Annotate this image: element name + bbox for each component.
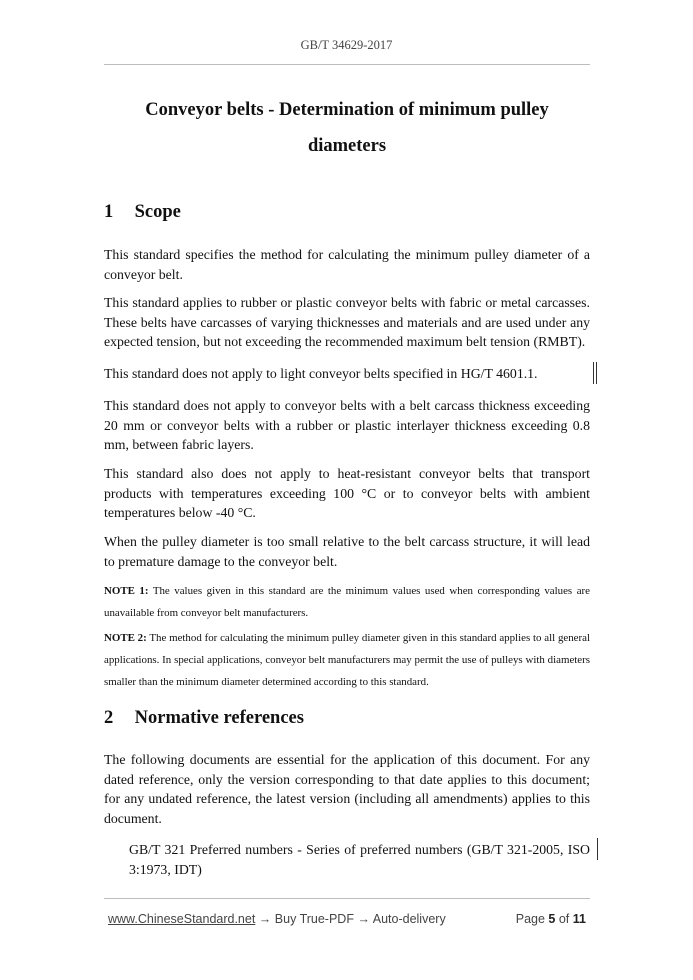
page-total: 11 [572, 912, 586, 926]
footer-divider [104, 898, 590, 899]
running-header: GB/T 34629-2017 [300, 38, 393, 52]
reference-item: GB/T 321 Preferred numbers - Series of preferred numbers (GB/T 321-2005, ISO 3:1973, IDT) [129, 842, 590, 877]
section-1-heading [104, 202, 590, 223]
page-label: Page [515, 912, 545, 926]
section-2-title: Normative references [134, 708, 304, 728]
note-1-text: The values given in this standard are the minimum values used when corresponding values are unavailable from conveyor belt manufacturers. [104, 585, 590, 619]
scope-paragraph-5: This standard also does not apply to heat-resistant conveyor belts that transport products with temperatures exceeding 100 °C or to conveyor belts with ambient temperatures below -40 °C. [104, 466, 590, 520]
page-number: 5 [548, 912, 556, 926]
of-label: of [558, 912, 570, 926]
scope-paragraph-6: When the pulley diameter is too small relative to the belt carcass structure, it will lead to premature damage to the conveyor belt. [104, 534, 590, 569]
references-intro: The following documents are essential for the application of this document. For any dated reference, only the version corresponding to that date applies to this document; for any undated reference, the latest version (including all amendments) applies to this document. [104, 752, 590, 826]
note-2-label: NOTE 2: [104, 632, 147, 644]
title-line-2: diameters [307, 136, 387, 156]
scope-paragraph-4: This standard does not apply to conveyor belts with a belt carcass thickness exceeding 20 mm or conveyor belts with a rubber or plastic interlayer thickness exceeding 0.8 mm, between fabric layers. [104, 398, 590, 452]
arrow-icon: → [258, 912, 272, 926]
section-2-heading [104, 708, 590, 729]
site-link[interactable]: www.ChineseStandard.net [108, 912, 256, 926]
arrow-icon: → [357, 912, 370, 926]
section-2-number: 2 [104, 708, 114, 728]
section-1-title: Scope [134, 202, 181, 222]
auto-delivery-text: Auto-delivery [372, 912, 446, 926]
scope-paragraph-2: This standard applies to rubber or plastic conveyor belts with fabric or metal carcasses. These belts have carcasses of varying thicknesses and materials and are used under any expected tension, but not exceeding the recommended maximum belt tension (RMBT). [104, 295, 590, 349]
page-footer [108, 912, 586, 926]
change-bar [593, 362, 594, 384]
scope-paragraph-3: This standard does not apply to light conveyor belts specified in HG/T 4601.1. [104, 366, 538, 381]
change-bar [596, 362, 597, 384]
header-divider [104, 64, 590, 65]
page-counter [516, 912, 586, 926]
document-title [104, 92, 590, 164]
section-1-number: 1 [104, 202, 114, 222]
note-1 [104, 580, 590, 624]
note-1-label: NOTE 1: [104, 585, 149, 597]
buy-pdf-link[interactable]: Buy True-PDF [274, 912, 354, 926]
title-line-1: Conveyor belts - Determination of minimum pulley [145, 100, 549, 120]
note-2 [104, 627, 590, 693]
scope-paragraph-1: This standard specifies the method for calculating the minimum pulley diameter of a conveyor belt. [104, 247, 590, 282]
change-bar [597, 838, 598, 860]
note-2-text: The method for calculating the minimum pulley diameter given in this standard applies to all general applications. In special applications, conveyor belt manufacturers may permit the use of pulleys with diameters smaller than the minimum diameter determined according to this standard. [104, 632, 590, 688]
